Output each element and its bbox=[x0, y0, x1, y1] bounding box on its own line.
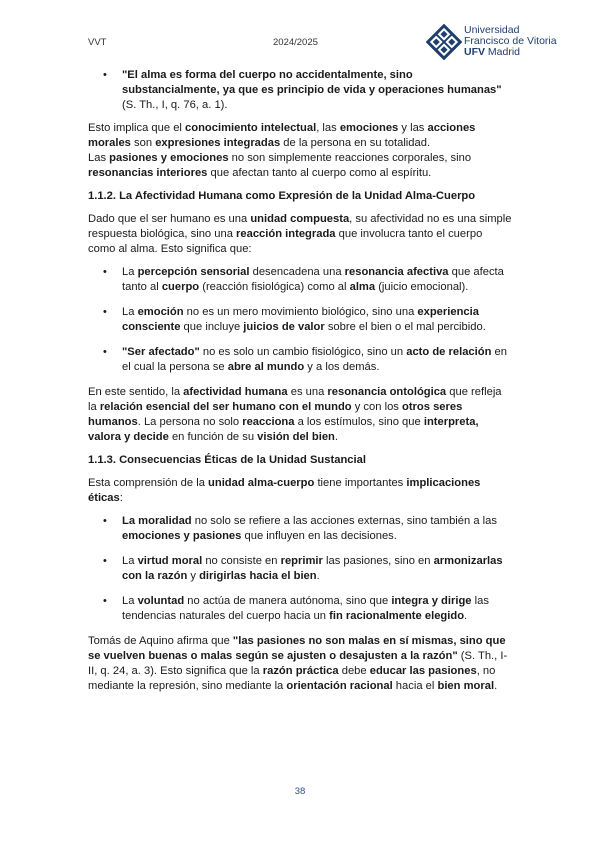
list-item: • La emoción no es un mero movimiento biológico, sino una experiencia consciente que incluye juicios de valor sobre el bien o el mal percibido. bbox=[88, 305, 512, 335]
paragraph: Esto implica que el conocimiento intelectual, las emociones y las acciones morales son expresiones integradas de la persona en su totalidad. Las pasiones y emociones no son simplemente reacciones corporales, sino resonancias interiores que afectan tanto al cuerpo como al espíritu. bbox=[88, 122, 476, 179]
logo-madrid: Madrid bbox=[485, 46, 521, 58]
logo-line-1: Universidad bbox=[464, 24, 520, 36]
list-item: • "Ser afectado" no es solo un cambio fisiológico, sino un acto de relación en el cual la persona se abre al mundo y a los demás. bbox=[88, 345, 512, 375]
university-logo bbox=[426, 22, 566, 64]
affectivity-list bbox=[88, 265, 512, 375]
quote-list bbox=[88, 68, 512, 113]
body-content bbox=[88, 68, 512, 702]
page-number: 38 bbox=[294, 786, 306, 797]
section-heading-1-1-2: 1.1.2. La Afectividad Humana como Expresión de la Unidad Alma-Cuerpo bbox=[88, 190, 476, 202]
header-course-code: VVT bbox=[88, 37, 107, 48]
section-heading-1-1-3: 1.1.3. Consecuencias Éticas de la Unidad Sustancial bbox=[88, 454, 366, 466]
paragraph: En este sentido, la afectividad humana es una resonancia ontológica que refleja la relación esencial del ser humano con el mundo y con los otros seres humanos. La persona no solo reacciona a los estímulos, sino que interpreta, valora y decide en función de su visión del bien. bbox=[88, 386, 502, 443]
logo-wordmark bbox=[464, 25, 557, 58]
header-academic-year: 2024/2025 bbox=[273, 37, 318, 48]
list-item: • La virtud moral no consiste en reprimir las pasiones, sino en armonizarlas con la razón y dirigirlas hacia el bien. bbox=[88, 554, 512, 584]
list-item: • "El alma es forma del cuerpo no accidentalmente, sino substancialmente, ya que es principio de vida y operaciones humanas" (S. Th., I, q. 76, a. 1). bbox=[88, 68, 512, 113]
logo-ufv: UFV bbox=[464, 46, 485, 58]
paragraph: Tomás de Aquino afirma que "las pasiones no son malas en sí mismas, sino que se vuelven buenas o malas según se ajusten o desajusten a la razón" (S. Th., I-II, q. 24, a. 3). Esto significa que la razón práctica debe educar las pasiones, no mediante la represión, sino mediante la orientación racional hacia el bien moral. bbox=[88, 635, 508, 692]
ufv-logo-mark-icon bbox=[426, 24, 462, 60]
ethics-list bbox=[88, 514, 512, 624]
list-item: • La voluntad no actúa de manera autónoma, sino que integra y dirige las tendencias naturales del cuerpo hacia un fin racionalmente elegido. bbox=[88, 594, 512, 624]
logo-line-2: Francisco de Vitoria bbox=[464, 35, 557, 47]
list-item: • La moralidad no solo se refiere a las acciones externas, sino también a las emociones y pasiones que influyen en las decisiones. bbox=[88, 514, 512, 544]
paragraph: Esta comprensión de la unidad alma-cuerpo tiene importantes implicaciones éticas: bbox=[88, 477, 481, 504]
paragraph: Dado que el ser humano es una unidad compuesta, su afectividad no es una simple respuesta biológica, sino una reacción integrada que involucra tanto el cuerpo como al alma. Esto significa que: bbox=[88, 213, 512, 255]
list-item: • La percepción sensorial desencadena una resonancia afectiva que afecta tanto al cuerpo (reacción fisiológica) como al alma (juicio emocional). bbox=[88, 265, 512, 295]
logo-line-3 bbox=[464, 47, 557, 58]
